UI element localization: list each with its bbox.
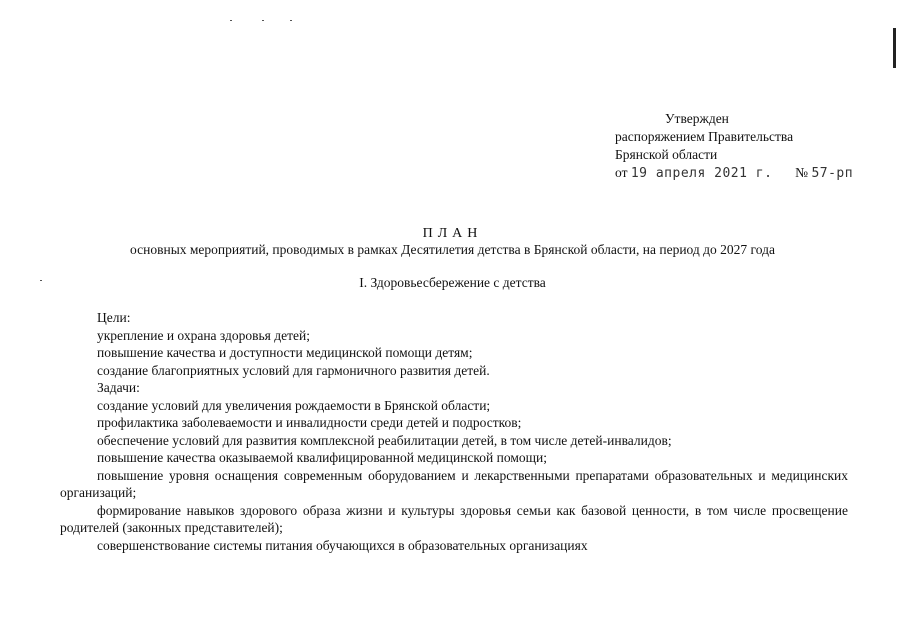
goal-item: повышение качества и доступности медицинской помощи детям; [97,345,473,360]
scan-dot [262,20,264,21]
task-item: создание условий для увеличения рождаемости в Брянской области; [97,397,491,413]
document-title: ПЛАН [422,226,483,241]
scan-dot [290,20,292,21]
approval-date-prefix: от [615,165,628,180]
scan-edge-mark [893,28,896,68]
approval-line-3: Брянской области [615,147,718,162]
goals-label: Цели: [97,310,131,325]
task-item: профилактика заболеваемости и инвалидности среди детей и подростков; [97,415,522,430]
task-item: обеспечение условий для развития комплексной реабилитации детей, в том числе детей-инвалидов; [97,432,672,448]
tasks-label: Задачи: [97,380,140,395]
task-item: совершенствование системы питания обучающихся в образовательных организациях [97,537,588,553]
approval-line-1: Утвержден [665,111,729,126]
goal-item: создание благоприятных условий для гармоничного развития детей. [97,362,490,378]
document-body [60,309,848,554]
task-item: повышение качества оказываемой квалифицированной медицинской помощи; [97,450,548,465]
approval-line-2: распоряжением Правительства [615,129,794,144]
section-heading: I. Здоровьесбережение с детства [359,275,546,290]
approval-date-value: 19 апреля 2021 г. [630,166,773,181]
scan-dot [230,20,232,21]
approval-date-line [615,164,853,183]
document-subtitle: основных мероприятий, проводимых в рамках Десятилетия детства в Брянской области, на период до 2027 года [130,242,775,257]
approval-number-label: № [795,165,809,180]
task-item: формирование навыков здорового образа жизни и культуры здоровья семьи как базовой ценности, в том числе просвещение родителей (законных представителей); [60,502,848,535]
approval-number-value: 57-рп [811,166,854,181]
goal-item: укрепление и охрана здоровья детей; [97,327,310,343]
approval-block [615,110,853,183]
task-item: повышение уровня оснащения современным оборудованием и лекарственными препаратами образовательных и медицинских организаций; [60,467,848,500]
